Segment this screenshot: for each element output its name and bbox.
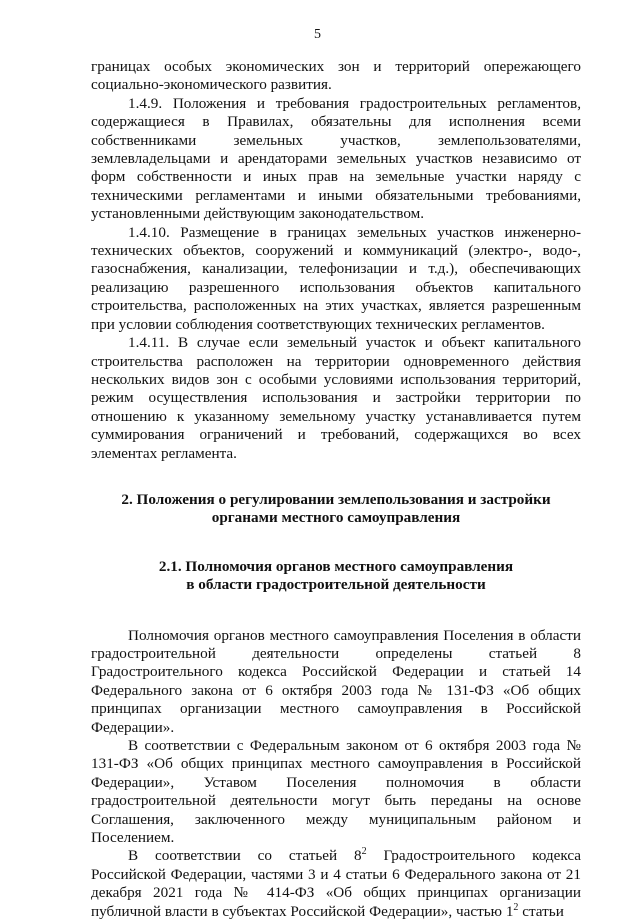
section-2-title-line-1: 2. Положения о регулировании землепользования и застройки	[121, 490, 551, 508]
page-number: 5	[314, 27, 321, 42]
paragraph-continuation: границах особых экономических зон и территорий опережающего социально-экономического развития.	[91, 58, 581, 94]
section-2-title-line-2: органами местного самоуправления	[211, 509, 461, 527]
paragraph-1-4-10: 1.4.10. Размещение в границах земельных участков инженерно-технических объектов, сооружений и коммуникаций (электро-, водо-, газоснабжения, канализации, телефонизации и т.д.), обеспечивающих реализацию разрешенного использования объектов капитального строительства, расположенных на этих участках, является разрешенным при условии соблюдения соответствующих технических регламентов.	[91, 223, 581, 333]
superscript-2: 2	[361, 846, 367, 858]
paragraph-2-1-powers: Полномочия органов местного самоуправления Поселения в области градостроительной деятельности определены статьей 8 Градостроительного кодекса Российской Федерации и статьей 14 Федерального закона от 6 октября 2003 года № 131-ФЗ «Об общих принципах организации местного самоуправления в Российской Федерации».	[91, 626, 581, 736]
paragraph-1-4-9: 1.4.9. Положения и требования градостроительных регламентов, содержащиеся в Правилах, обязательны для исполнения всеми собственниками земельных участков, землепользователями, землевладельцами и арендаторами земельных участков независимо от форм собственности и иных прав на земельные участки наряду с техническими регламентами и иными обязательными требованиями, установленными действующим законодательством.	[91, 94, 581, 223]
paragraph-2-1-transfer: В соответствии с Федеральным законом от 6 октября 2003 года № 131-ФЗ «Об общих принципах местного самоуправления в Российской Федерации», Уставом Поселения полномочия в области градостроительной деятельности могут быть переданы на основе Соглашения, заключенного между муниципальным районом и Поселением.	[91, 737, 581, 847]
paragraph-2-1-article	[91, 847, 581, 921]
section-2-1-title-line-1: 2.1. Полномочия органов местного самоуправления	[158, 557, 514, 575]
paragraph-2-1-article-part-a: В соответствии со статьей 8	[128, 847, 362, 865]
page-body	[91, 58, 581, 921]
paragraph-1-4-11: 1.4.11. В случае если земельный участок и объект капитального строительства расположен на территории одновременного действия нескольких видов зон с особыми условиями использования территорий, режим осуществления использования и застройки территории по отношению к указанному земельному участку устанавливается путем суммирования ограничений и требований, содержащихся во всех элементах регламента.	[91, 334, 581, 462]
section-2-heading	[91, 491, 581, 528]
section-2-1-heading	[91, 558, 581, 595]
section-2-1-title-line-2: в области градостроительной деятельности	[186, 576, 486, 594]
superscript-2: 2	[513, 901, 519, 913]
paragraph-2-1-article-part-c: статьи	[518, 902, 564, 920]
paragraph-2-1-article-part-b: Градостроительного кодекса Российской Федерации, частями 3 и 4 статьи 6 Федерального закона от 21 декабря 2021 года № 414-ФЗ «Об общих принципах организации публичной власти в субъектах Российской Федерации», частью 1	[91, 847, 582, 920]
